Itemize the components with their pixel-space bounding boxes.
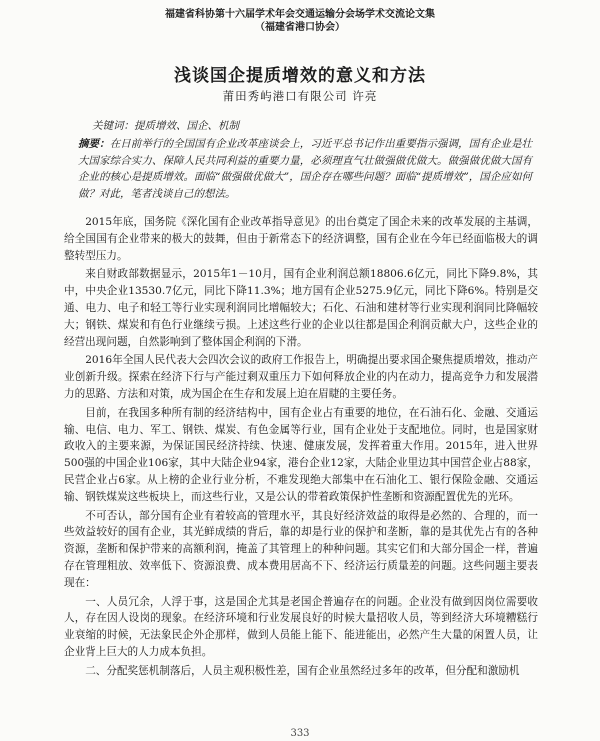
page-number: 333 [290,728,310,739]
abstract-label: 摘要： [78,138,110,150]
paragraph: 一、人员冗余，人浮于事，这是国企尤其是老国企普遍存在的问题。企业没有做到因岗位需要收人，存在因人设岗的现象。在经济环境和行业发展良好的时候大量招收人员，等到经济大环境糟糕行业衰缩的时候，无法象民企外企那样，做到人员能上能下、能进能出，必然产生大量的闲置人员，让企业背上巨大的人力成本负担。 [64,595,538,658]
body-text [64,214,538,682]
keywords: 关键词：提质增效、国企、机制 [92,120,239,132]
abstract-text: 在日前举行的全国国有企业改革座谈会上，习近平总书记作出重要指示强调，国有企业是壮大国家综合实力、保障人民共同利益的重要力量，必须理直气壮做强做优做大。做强做优做大国有企业的核心是提质增效。面临“做强做优做大”，国企存在哪些问题？面临“提质增效”，国企应如何做？对此，笔者浅谈自己的想法。 [78,138,533,200]
paragraph: 不可否认，部分国有企业有着较高的管理水平，其良好经济效益的取得是必然的、合理的，而一些效益较好的国有企业，其光鲜成绩的背后，靠的却是行业的保护和垄断，靠的是其优先占有的各种资源，垄断和保护带来的高额利润，掩盖了其管理上的种种问题。其实它们和大部分国企一样，普遍存在管理粗放、效率低下、资源浪费、成本费用居高不下、经济运行质量差的问题。这些问题主要表现在： [64,509,538,589]
paragraph: 2016年全国人民代表大会四次会议的政府工作报告上，明确提出要求国企聚焦提质增效，推动产业创新升级。探索在经济下行与产能过剩双重压力下如何释放企业的内在动力，提高竞争力和发展潜力的思路、方法和对策，成为国企在生存和发展上迫在眉睫的主要任务。 [64,354,538,400]
running-header-line1: 福建省科协第十六届学术年会交通运输分会场学术交流论文集 [165,9,435,20]
paragraph: 二、分配奖惩机制落后，人员主观积极性差，国有企业虽然经过多年的改革，但分配和激励机 [85,664,520,677]
author-line: 莆田秀屿港口有限公司 许亮 [222,89,378,103]
abstract [78,136,532,202]
paragraph: 2015年底，国务院《深化国有企业改革指导意见》的出台奠定了国企未来的改革发展的主基调，给全国国有企业带来的极大的鼓舞，但由于新常态下的经济调整，国有企业在今年已经面临极大的调整转型压力。 [64,216,538,262]
running-header-line2: （福建省港口协会） [255,22,345,33]
paragraph: 来自财政部数据显示，2015年1－10月，国有企业利润总额18806.6亿元，同比下降9.8%，其中，中央企业13530.7亿元，同比下降11.3%；地方国有企业5275.9亿元，同比下降6%。特别是交通、电力、电子和轻工等行业实现利润同比增幅较大；石化、石油和建材等行业实现利润同比降幅较大；钢铁、煤炭和有色行业继续亏损。上述这些行业的企业以往都是国企利润贡献大户，这些企业的经营出现问题，自然影响到了整体国企利润的下滑。 [64,268,538,348]
running-header [0,8,600,34]
paper-title: 浅谈国企提质增效的意义和方法 [174,66,426,86]
paragraph: 目前，在我国多种所有制的经济结构中，国有企业占有重要的地位，在石油石化、金融、交通运输、电信、电力、军工、钢铁、煤炭、有色金属等行业，国有企业处于支配地位。同时，也是国家财政收入的主要来源，为保证国民经济持续、快速、健康发展，发挥着重大作用。2015年，进入世界500强的中国企业106家，其中大陆企业94家，港台企业12家，大陆企业里边其中国营企业占88家，民营企业占6家。从上榜的企业行业分析，不难发现绝大部集中在石油化工、银行保险金融、交通运输、钢铁煤炭这些板块上，而这些行业，又是公认的带着政策保护性垄断和资源配置优先的光环。 [64,406,538,503]
